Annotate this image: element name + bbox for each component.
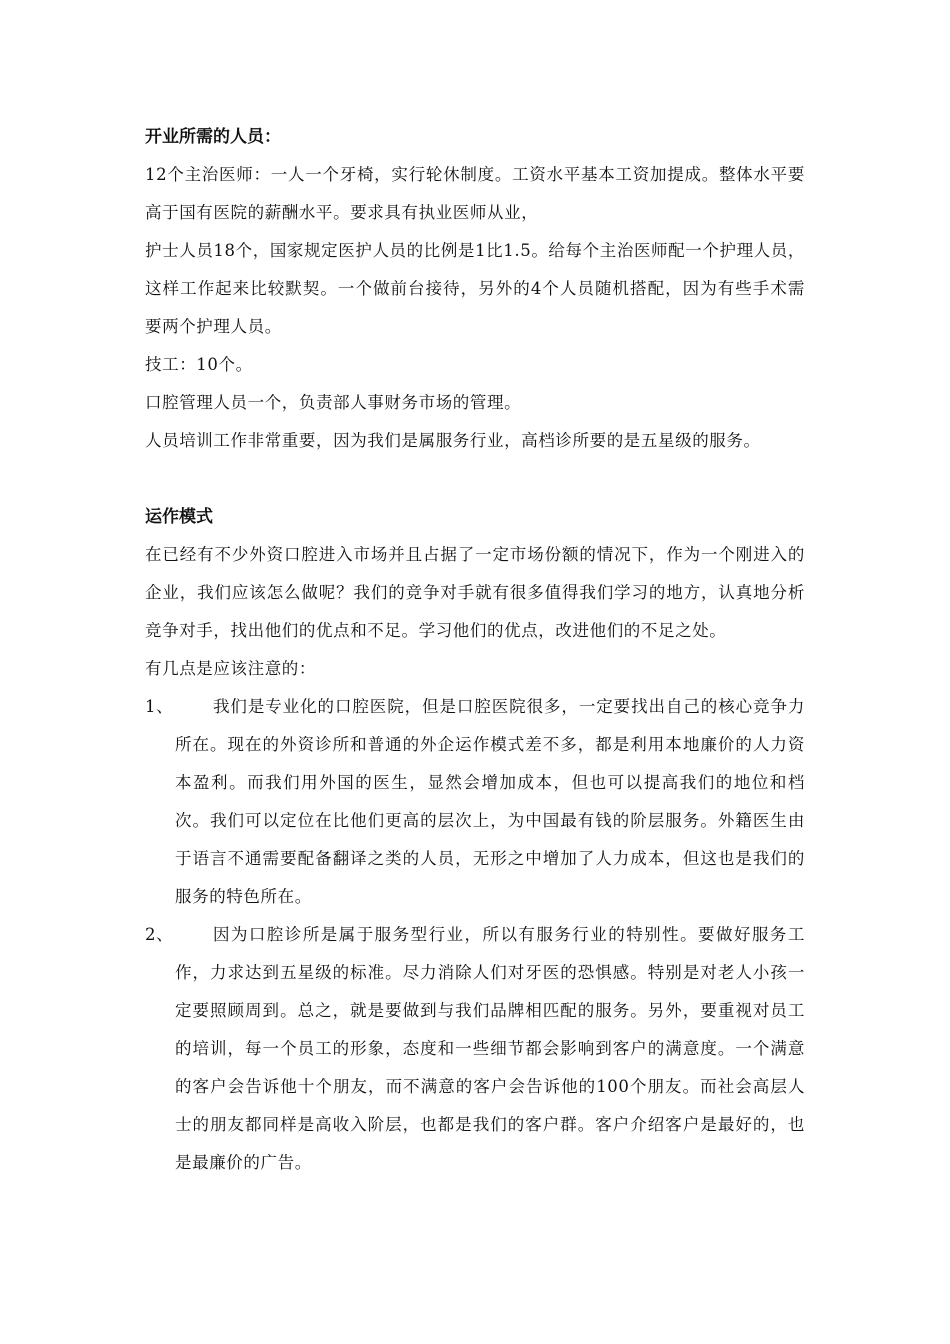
list-item-text: 我们是专业化的口腔医院，但是口腔医院很多，一定要找出自己的核心竞争力所在。现在的外资诊所和普通的外企运作模式差不多，都是利用本地廉价的人力资本盈利。而我们用外国的医生，显然会增加成本，但也可以提高我们的地位和档次。我们可以定位在比他们更高的层次上，为中国最有钱的阶层服务。外籍医生由于语言不通需要配备翻译之类的人员，无形之中增加了人力成本，但这也是我们的服务的特色所在。 xyxy=(175,697,805,906)
staffing-paragraph-management: 口腔管理人员一个，负责部人事财务市场的管理。 xyxy=(145,393,522,412)
staffing-paragraph-technicians: 技工：10个。 xyxy=(145,355,253,374)
document-page xyxy=(145,118,805,1182)
operation-heading: 运作模式 xyxy=(145,507,213,527)
staffing-paragraph-training: 人员培训工作非常重要，因为我们是属服务行业，高档诊所要的是五星级的服务。 xyxy=(145,431,761,450)
list-item xyxy=(145,688,805,916)
staffing-paragraph-doctors: 12个主治医师：一人一个牙椅，实行轮休制度。工资水平基本工资加提成。整体水平要高于国有医院的薪酬水平。要求具有执业医师从业， xyxy=(145,165,805,222)
staffing-paragraph-nurses: 护士人员18个，国家规定医护人员的比例是1比1.5。给每个主治医师配一个护理人员，这样工作起来比较默契。一个做前台接待，另外的4个人员随机搭配，因为有些手术需要两个护理人员。 xyxy=(145,241,805,336)
staffing-heading: 开业所需的人员： xyxy=(145,127,281,147)
operation-intro: 在已经有不少外资口腔进入市场并且占据了一定市场份额的情况下，作为一个刚进入的企业，我们应该怎么做呢？我们的竞争对手就有很多值得我们学习的地方，认真地分析竞争对手，找出他们的优点和不足。学习他们的优点，改进他们的不足之处。 xyxy=(145,545,805,640)
list-marker: 1、 xyxy=(145,697,174,716)
section-spacer xyxy=(145,460,805,498)
list-marker: 2、 xyxy=(145,925,174,944)
list-item-text: 因为口腔诊所是属于服务型行业，所以有服务行业的特别性。要做好服务工作，力求达到五星级的标准。尽力消除人们对牙医的恐惧感。特别是对老人小孩一定要照顾周到。总之，就是要做到与我们品牌相匹配的服务。另外，要重视对员工的培训，每一个员工的形象，态度和一些细节都会影响到客户的满意度。一个满意的客户会告诉他十个朋友，而不满意的客户会告诉他的100个朋友。而社会高层人士的朋友都同样是高收入阶层，也都是我们的客户群。客户介绍客户是最好的，也是最廉价的广告。 xyxy=(175,925,805,1172)
list-item xyxy=(145,916,805,1182)
operation-lead: 有几点是应该注意的： xyxy=(145,659,316,678)
